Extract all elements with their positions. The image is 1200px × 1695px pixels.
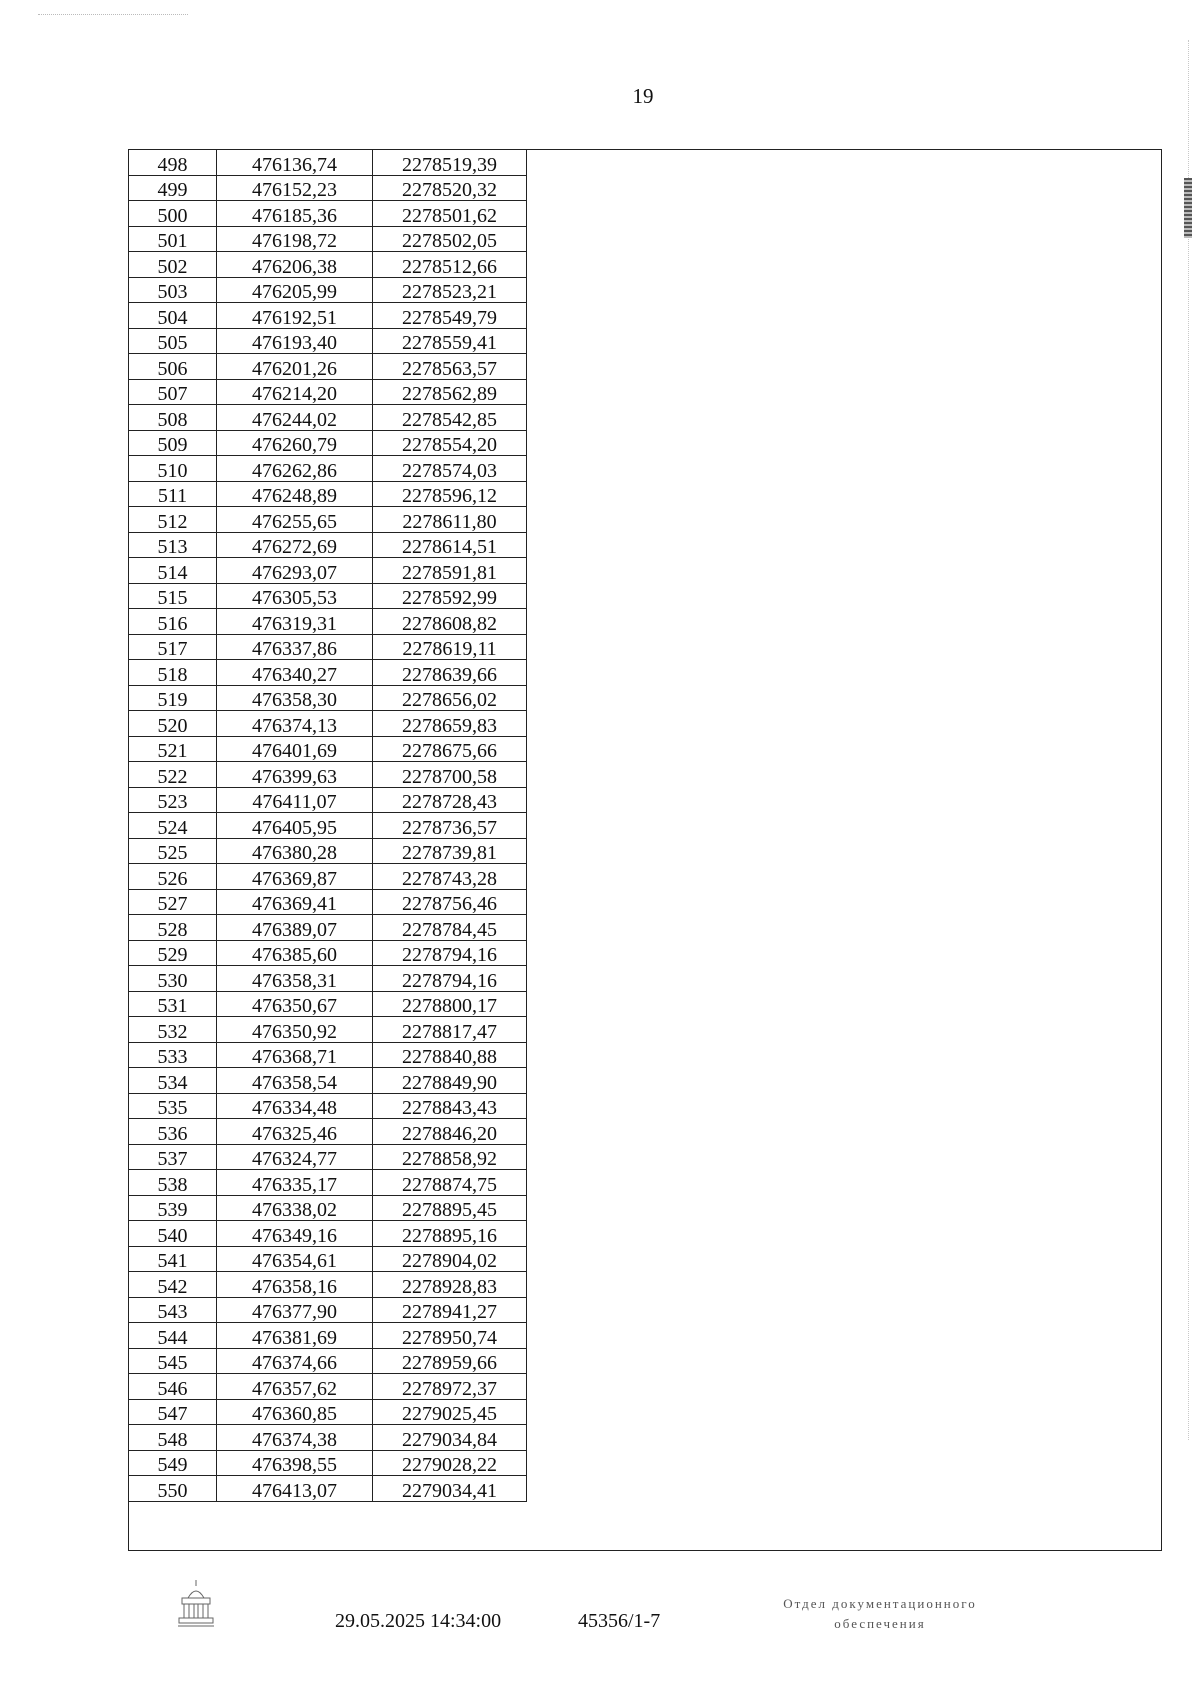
y-coordinate-cell: 2278800,17 (373, 991, 527, 1017)
department-stamp (730, 1594, 1030, 1634)
y-coordinate-cell: 2278846,20 (373, 1119, 527, 1145)
table-row (129, 915, 527, 941)
x-coordinate-cell: 476324,77 (217, 1144, 373, 1170)
y-coordinate-cell: 2278739,81 (373, 838, 527, 864)
table-row (129, 1374, 527, 1400)
x-coordinate-cell: 476358,30 (217, 685, 373, 711)
x-coordinate-cell: 476413,07 (217, 1476, 373, 1502)
y-coordinate-cell: 2278941,27 (373, 1297, 527, 1323)
point-number-cell: 508 (129, 405, 217, 431)
y-coordinate-cell: 2278950,74 (373, 1323, 527, 1349)
table-row (129, 1323, 527, 1349)
table-row (129, 532, 527, 558)
table-row (129, 379, 527, 405)
table-row (129, 1246, 527, 1272)
y-coordinate-cell: 2278549,79 (373, 303, 527, 329)
x-coordinate-cell: 476357,62 (217, 1374, 373, 1400)
point-number-cell: 533 (129, 1042, 217, 1068)
table-row (129, 1221, 527, 1247)
x-coordinate-cell: 476338,02 (217, 1195, 373, 1221)
coordinates-table-body (129, 150, 527, 1502)
x-coordinate-cell: 476401,69 (217, 736, 373, 762)
point-number-cell: 539 (129, 1195, 217, 1221)
scan-edge-block (1184, 178, 1192, 238)
y-coordinate-cell: 2278656,02 (373, 685, 527, 711)
point-number-cell: 512 (129, 507, 217, 533)
y-coordinate-cell: 2278591,81 (373, 558, 527, 584)
table-row (129, 1042, 527, 1068)
point-number-cell: 500 (129, 201, 217, 227)
table-row (129, 456, 527, 482)
point-number-cell: 543 (129, 1297, 217, 1323)
y-coordinate-cell: 2278928,83 (373, 1272, 527, 1298)
stamp-line-1: Отдел документационного (783, 1596, 977, 1611)
point-number-cell: 505 (129, 328, 217, 354)
point-number-cell: 524 (129, 813, 217, 839)
table-row (129, 940, 527, 966)
x-coordinate-cell: 476350,92 (217, 1017, 373, 1043)
table-row (129, 787, 527, 813)
x-coordinate-cell: 476335,17 (217, 1170, 373, 1196)
table-row (129, 1144, 527, 1170)
table-row (129, 583, 527, 609)
y-coordinate-cell: 2278895,16 (373, 1221, 527, 1247)
table-row (129, 405, 527, 431)
x-coordinate-cell: 476374,13 (217, 711, 373, 737)
x-coordinate-cell: 476305,53 (217, 583, 373, 609)
x-coordinate-cell: 476206,38 (217, 252, 373, 278)
point-number-cell: 547 (129, 1399, 217, 1425)
table-row (129, 1195, 527, 1221)
table-row (129, 328, 527, 354)
point-number-cell: 525 (129, 838, 217, 864)
table-row (129, 762, 527, 788)
y-coordinate-cell: 2278519,39 (373, 150, 527, 176)
table-row (129, 1297, 527, 1323)
point-number-cell: 534 (129, 1068, 217, 1094)
table-row (129, 1119, 527, 1145)
point-number-cell: 545 (129, 1348, 217, 1374)
table-row (129, 1450, 527, 1476)
x-coordinate-cell: 476244,02 (217, 405, 373, 431)
table-row (129, 660, 527, 686)
table-row (129, 507, 527, 533)
scan-edge-marks (1188, 40, 1193, 1440)
y-coordinate-cell: 2278502,05 (373, 226, 527, 252)
point-number-cell: 520 (129, 711, 217, 737)
point-number-cell: 516 (129, 609, 217, 635)
y-coordinate-cell: 2278563,57 (373, 354, 527, 380)
point-number-cell: 521 (129, 736, 217, 762)
point-number-cell: 540 (129, 1221, 217, 1247)
y-coordinate-cell: 2278596,12 (373, 481, 527, 507)
table-row (129, 226, 527, 252)
x-coordinate-cell: 476381,69 (217, 1323, 373, 1349)
duma-building-icon (176, 1578, 216, 1630)
x-coordinate-cell: 476380,28 (217, 838, 373, 864)
table-row (129, 609, 527, 635)
x-coordinate-cell: 476368,71 (217, 1042, 373, 1068)
y-coordinate-cell: 2279034,41 (373, 1476, 527, 1502)
y-coordinate-cell: 2278559,41 (373, 328, 527, 354)
x-coordinate-cell: 476319,31 (217, 609, 373, 635)
scan-artifact (38, 14, 188, 17)
y-coordinate-cell: 2278849,90 (373, 1068, 527, 1094)
table-row (129, 711, 527, 737)
point-number-cell: 513 (129, 532, 217, 558)
x-coordinate-cell: 476350,67 (217, 991, 373, 1017)
x-coordinate-cell: 476399,63 (217, 762, 373, 788)
x-coordinate-cell: 476205,99 (217, 277, 373, 303)
y-coordinate-cell: 2278562,89 (373, 379, 527, 405)
y-coordinate-cell: 2278542,85 (373, 405, 527, 431)
table-row (129, 558, 527, 584)
table-row (129, 175, 527, 201)
y-coordinate-cell: 2278904,02 (373, 1246, 527, 1272)
x-coordinate-cell: 476185,36 (217, 201, 373, 227)
y-coordinate-cell: 2278895,45 (373, 1195, 527, 1221)
x-coordinate-cell: 476193,40 (217, 328, 373, 354)
point-number-cell: 537 (129, 1144, 217, 1170)
table-row (129, 889, 527, 915)
x-coordinate-cell: 476198,72 (217, 226, 373, 252)
x-coordinate-cell: 476358,16 (217, 1272, 373, 1298)
x-coordinate-cell: 476340,27 (217, 660, 373, 686)
x-coordinate-cell: 476374,38 (217, 1425, 373, 1451)
x-coordinate-cell: 476152,23 (217, 175, 373, 201)
point-number-cell: 536 (129, 1119, 217, 1145)
x-coordinate-cell: 476411,07 (217, 787, 373, 813)
point-number-cell: 526 (129, 864, 217, 890)
x-coordinate-cell: 476369,41 (217, 889, 373, 915)
point-number-cell: 511 (129, 481, 217, 507)
point-number-cell: 502 (129, 252, 217, 278)
x-coordinate-cell: 476374,66 (217, 1348, 373, 1374)
point-number-cell: 506 (129, 354, 217, 380)
y-coordinate-cell: 2278523,21 (373, 277, 527, 303)
table-row (129, 252, 527, 278)
table-row (129, 1476, 527, 1502)
y-coordinate-cell: 2278743,28 (373, 864, 527, 890)
x-coordinate-cell: 476248,89 (217, 481, 373, 507)
x-coordinate-cell: 476262,86 (217, 456, 373, 482)
y-coordinate-cell: 2278972,37 (373, 1374, 527, 1400)
table-row (129, 1425, 527, 1451)
y-coordinate-cell: 2278675,66 (373, 736, 527, 762)
x-coordinate-cell: 476214,20 (217, 379, 373, 405)
table-row (129, 736, 527, 762)
x-coordinate-cell: 476369,87 (217, 864, 373, 890)
y-coordinate-cell: 2278512,66 (373, 252, 527, 278)
y-coordinate-cell: 2279025,45 (373, 1399, 527, 1425)
x-coordinate-cell: 476334,48 (217, 1093, 373, 1119)
x-coordinate-cell: 476337,86 (217, 634, 373, 660)
point-number-cell: 503 (129, 277, 217, 303)
y-coordinate-cell: 2278520,32 (373, 175, 527, 201)
y-coordinate-cell: 2278736,57 (373, 813, 527, 839)
y-coordinate-cell: 2278728,43 (373, 787, 527, 813)
point-number-cell: 523 (129, 787, 217, 813)
table-row (129, 201, 527, 227)
x-coordinate-cell: 476260,79 (217, 430, 373, 456)
y-coordinate-cell: 2278843,43 (373, 1093, 527, 1119)
point-number-cell: 510 (129, 456, 217, 482)
y-coordinate-cell: 2278619,11 (373, 634, 527, 660)
table-row (129, 634, 527, 660)
point-number-cell: 544 (129, 1323, 217, 1349)
x-coordinate-cell: 476377,90 (217, 1297, 373, 1323)
table-row (129, 354, 527, 380)
point-number-cell: 538 (129, 1170, 217, 1196)
point-number-cell: 515 (129, 583, 217, 609)
point-number-cell: 528 (129, 915, 217, 941)
y-coordinate-cell: 2278608,82 (373, 609, 527, 635)
point-number-cell: 527 (129, 889, 217, 915)
x-coordinate-cell: 476358,31 (217, 966, 373, 992)
x-coordinate-cell: 476389,07 (217, 915, 373, 941)
page-number: 19 (632, 84, 654, 108)
point-number-cell: 509 (129, 430, 217, 456)
y-coordinate-cell: 2278756,46 (373, 889, 527, 915)
y-coordinate-cell: 2278794,16 (373, 940, 527, 966)
point-number-cell: 531 (129, 991, 217, 1017)
y-coordinate-cell: 2278874,75 (373, 1170, 527, 1196)
y-coordinate-cell: 2279028,22 (373, 1450, 527, 1476)
table-row (129, 838, 527, 864)
x-coordinate-cell: 476255,65 (217, 507, 373, 533)
x-coordinate-cell: 476192,51 (217, 303, 373, 329)
table-row (129, 1017, 527, 1043)
point-number-cell: 499 (129, 175, 217, 201)
point-number-cell: 518 (129, 660, 217, 686)
table-row (129, 1272, 527, 1298)
stamp-line-2: обеспечения (834, 1616, 926, 1631)
table-row (129, 813, 527, 839)
y-coordinate-cell: 2279034,84 (373, 1425, 527, 1451)
coordinates-table (128, 149, 527, 1502)
y-coordinate-cell: 2278858,92 (373, 1144, 527, 1170)
point-number-cell: 535 (129, 1093, 217, 1119)
y-coordinate-cell: 2278817,47 (373, 1017, 527, 1043)
y-coordinate-cell: 2278784,45 (373, 915, 527, 941)
y-coordinate-cell: 2278639,66 (373, 660, 527, 686)
x-coordinate-cell: 476272,69 (217, 532, 373, 558)
x-coordinate-cell: 476360,85 (217, 1399, 373, 1425)
x-coordinate-cell: 476354,61 (217, 1246, 373, 1272)
point-number-cell: 522 (129, 762, 217, 788)
x-coordinate-cell: 476358,54 (217, 1068, 373, 1094)
x-coordinate-cell: 476398,55 (217, 1450, 373, 1476)
table-row (129, 1348, 527, 1374)
footer-datetime: 29.05.2025 14:34:00 (335, 1610, 502, 1632)
point-number-cell: 517 (129, 634, 217, 660)
x-coordinate-cell: 476349,16 (217, 1221, 373, 1247)
y-coordinate-cell: 2278611,80 (373, 507, 527, 533)
table-row (129, 1399, 527, 1425)
x-coordinate-cell: 476136,74 (217, 150, 373, 176)
table-row (129, 1093, 527, 1119)
table-row (129, 1068, 527, 1094)
point-number-cell: 519 (129, 685, 217, 711)
table-row (129, 481, 527, 507)
point-number-cell: 504 (129, 303, 217, 329)
table-row (129, 303, 527, 329)
table-row (129, 430, 527, 456)
y-coordinate-cell: 2278840,88 (373, 1042, 527, 1068)
x-coordinate-cell: 476385,60 (217, 940, 373, 966)
y-coordinate-cell: 2278501,62 (373, 201, 527, 227)
y-coordinate-cell: 2278700,58 (373, 762, 527, 788)
table-row (129, 991, 527, 1017)
y-coordinate-cell: 2278794,16 (373, 966, 527, 992)
point-number-cell: 549 (129, 1450, 217, 1476)
table-row (129, 150, 527, 176)
x-coordinate-cell: 476293,07 (217, 558, 373, 584)
y-coordinate-cell: 2278554,20 (373, 430, 527, 456)
point-number-cell: 514 (129, 558, 217, 584)
table-row (129, 1170, 527, 1196)
table-row (129, 685, 527, 711)
point-number-cell: 501 (129, 226, 217, 252)
point-number-cell: 530 (129, 966, 217, 992)
point-number-cell: 542 (129, 1272, 217, 1298)
y-coordinate-cell: 2278592,99 (373, 583, 527, 609)
point-number-cell: 529 (129, 940, 217, 966)
y-coordinate-cell: 2278659,83 (373, 711, 527, 737)
x-coordinate-cell: 476405,95 (217, 813, 373, 839)
point-number-cell: 548 (129, 1425, 217, 1451)
y-coordinate-cell: 2278614,51 (373, 532, 527, 558)
point-number-cell: 498 (129, 150, 217, 176)
point-number-cell: 550 (129, 1476, 217, 1502)
point-number-cell: 507 (129, 379, 217, 405)
table-row (129, 864, 527, 890)
x-coordinate-cell: 476325,46 (217, 1119, 373, 1145)
y-coordinate-cell: 2278959,66 (373, 1348, 527, 1374)
x-coordinate-cell: 476201,26 (217, 354, 373, 380)
table-row (129, 277, 527, 303)
y-coordinate-cell: 2278574,03 (373, 456, 527, 482)
footer-document-code: 45356/1-7 (578, 1610, 661, 1632)
point-number-cell: 541 (129, 1246, 217, 1272)
table-row (129, 966, 527, 992)
point-number-cell: 532 (129, 1017, 217, 1043)
point-number-cell: 546 (129, 1374, 217, 1400)
